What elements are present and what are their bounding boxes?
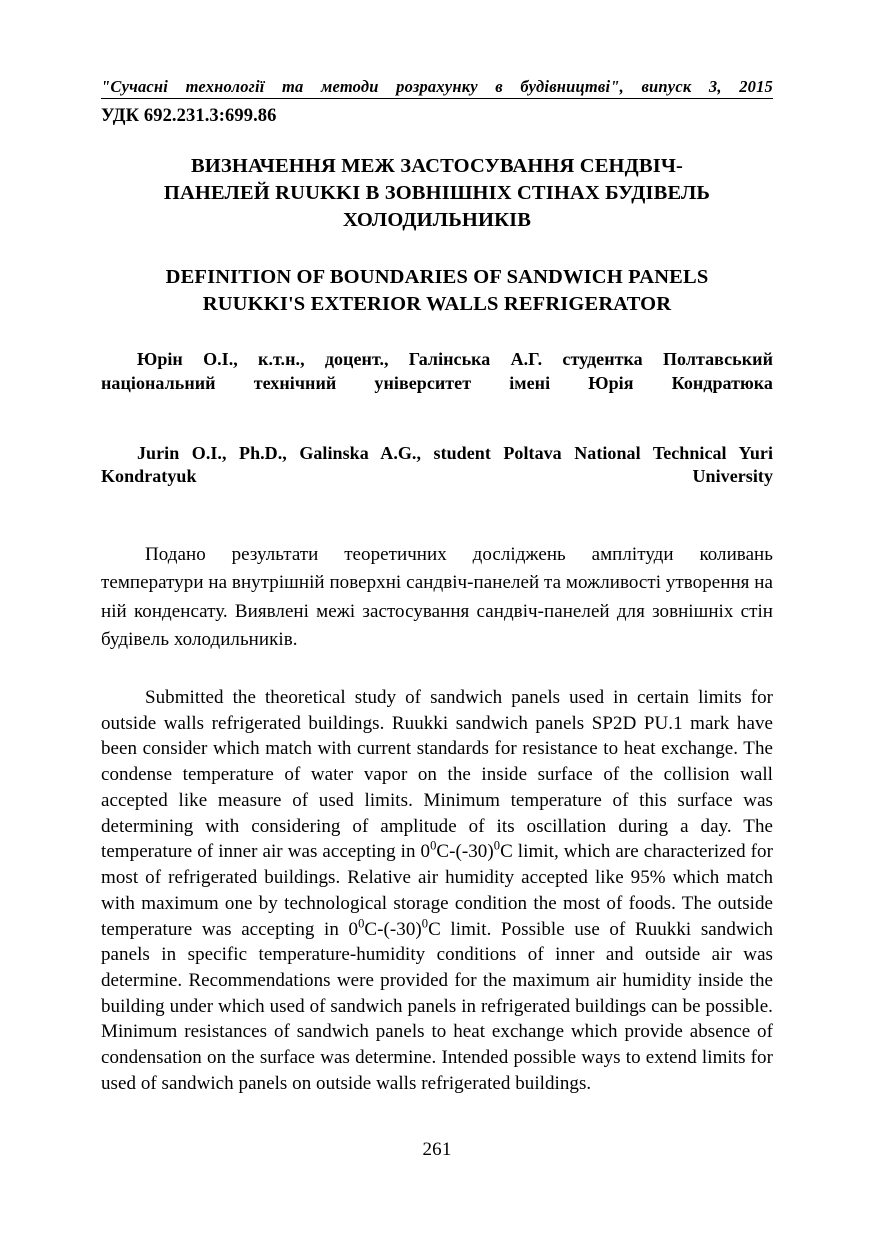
abstract-english: [101, 685, 773, 1097]
degree-superscript-2: 0: [493, 838, 501, 853]
authors-ukrainian: Юрін О.І., к.т.н., доцент., Галінська А.Г. студентка Полтавський національний технічний університет імені Юрія Кондратюка: [101, 349, 773, 394]
abstract-english-part-4: C-(-30): [364, 918, 422, 940]
title-ukrainian-line-2: ПАНЕЛЕЙ RUUKKI В ЗОВНІШНІХ СТІНАХ БУДІВЕЛЬ: [163, 182, 711, 205]
degree-superscript-3: 0: [358, 916, 365, 931]
title-english-line-1: DEFINITION OF BOUNDARIES OF SANDWICH PANELS: [165, 266, 709, 289]
authors-english: Jurin O.I., Ph.D., Galinska A.G., student Poltava National Technical Yuri Kondratyuk University: [101, 442, 773, 487]
title-ukrainian: [101, 153, 773, 234]
udc-code: УДК 692.231.3:699.86: [101, 105, 277, 126]
abstract-english-part-1: Submitted the theoretical study of sandwich panels used in certain limits for outside walls refrigerated buildings. Ruukki sandwich panels SP2D PU.1 mark have been consider which match with current standards for resistance to heat exchange. The condense temperature of water vapor on the inside surface of the collision wall accepted like measure of used limits. Minimum temperature of this surface was determining with considering of amplitude of its oscillation during a day. The temperature of inner air was accepting in 0: [101, 686, 773, 863]
title-english: [101, 264, 773, 318]
abstract-english-part-2: C-(-30): [436, 841, 494, 863]
running-header: "Сучасні технології та методи розрахунку в будівництві", випуск 3, 2015: [101, 78, 773, 99]
title-ukrainian-line-1: ВИЗНАЧЕННЯ МЕЖ ЗАСТОСУВАННЯ СЕНДВІЧ-: [190, 155, 684, 178]
degree-superscript-4: 0: [421, 916, 429, 931]
abstract-english-part-5: C limit. Possible use of Ruukki sandwich panels in specific temperature-humidity conditions of inner and outside air was determine. Recommendations were provided for the maximum air humidity inside the building under which used of sandwich panels in refrigerated buildings can be possible. Minimum resistances of sandwich panels to heat exchange which provide absence of condensation on the surface was determine. Intended possible ways to extend limits for used of sandwich panels on outside walls refrigerated buildings.: [101, 918, 773, 1094]
abstract-ukrainian: Подано результати теоретичних досліджень амплітуди коливань температури на внутрішній поверхні сандвіч-панелей та можливості утворення на ній конденсату. Виявлені межі застосування сандвіч-панелей для зовнішніх стін будівель холодильників.: [101, 543, 773, 651]
title-english-line-2: RUUKKI'S EXTERIOR WALLS REFRIGERATOR: [202, 293, 672, 316]
title-ukrainian-line-3: ХОЛОДИЛЬНИКІВ: [342, 209, 532, 232]
page-number: 261: [422, 1139, 452, 1160]
abstract-english-part-3: C limit, which are characterized for most of refrigerated buildings. Relative air humidity accepted like 95% which match with maximum one by technological storage condition the most of foods. The outside temperature was accepting in 0: [101, 841, 773, 940]
degree-superscript-1: 0: [430, 838, 437, 853]
text-column: [101, 0, 773, 1097]
